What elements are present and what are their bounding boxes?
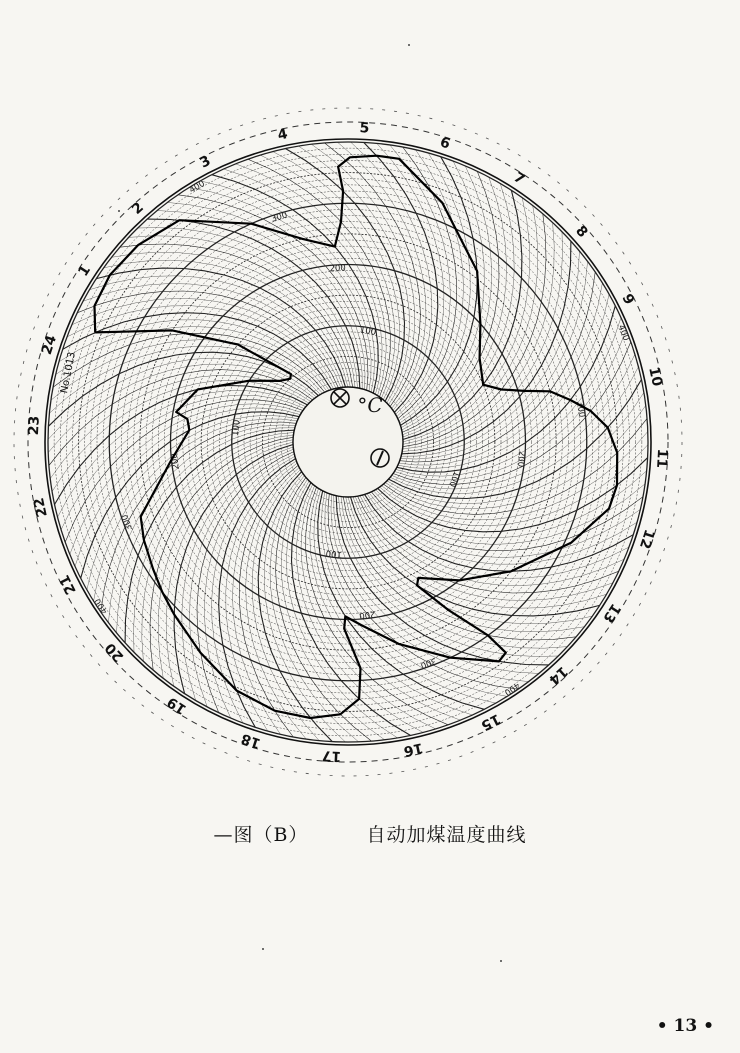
hour-label: 23 bbox=[25, 415, 43, 436]
radial-tick-label: 200 bbox=[329, 263, 347, 275]
grid-time-line bbox=[246, 468, 307, 740]
hour-label: 10 bbox=[645, 365, 665, 388]
chart-hub bbox=[293, 387, 403, 497]
hour-label: 7 bbox=[510, 169, 528, 189]
grid-time-line bbox=[400, 157, 477, 426]
radial-tick-label: 100 bbox=[325, 547, 343, 560]
hour-label: 9 bbox=[618, 291, 638, 308]
hour-label: 16 bbox=[402, 739, 425, 759]
grid-time-line bbox=[399, 283, 603, 468]
hour-label: 11 bbox=[653, 448, 671, 469]
hour-label: 4 bbox=[276, 126, 290, 144]
radial-tick-label: 400 bbox=[187, 178, 207, 196]
hour-label: 8 bbox=[572, 222, 591, 241]
hour-label: 17 bbox=[321, 747, 342, 765]
hour-label: 13 bbox=[599, 600, 624, 626]
grid-time-line bbox=[387, 393, 644, 504]
hour-label: 24 bbox=[38, 333, 61, 357]
radial-tick-label: 200 bbox=[169, 452, 182, 470]
grid-time-line bbox=[310, 488, 461, 720]
grid-time-line bbox=[396, 318, 621, 477]
hour-label: 20 bbox=[102, 639, 128, 665]
hour-label: 14 bbox=[545, 662, 571, 688]
grid-time-line bbox=[398, 294, 609, 468]
unit-label: °C bbox=[357, 393, 383, 417]
grid-time-line bbox=[325, 493, 507, 697]
grid-time-line bbox=[157, 211, 362, 389]
grid-time-line bbox=[299, 146, 410, 403]
grid-time-line bbox=[134, 433, 294, 653]
hour-label: 21 bbox=[56, 572, 80, 597]
grid-time-line bbox=[94, 419, 298, 601]
hour-label: 22 bbox=[31, 496, 51, 519]
hour-label: 6 bbox=[437, 134, 453, 153]
radial-tick-label: 400 bbox=[615, 323, 631, 343]
radial-tick-label: 200 bbox=[358, 608, 376, 621]
grid-time-line bbox=[224, 169, 383, 394]
grid-time-line bbox=[339, 496, 559, 656]
figure-title: 自动加煤温度曲线 bbox=[366, 824, 527, 846]
hour-label: 18 bbox=[239, 729, 263, 752]
grid-time-line bbox=[286, 149, 405, 402]
grid-time-line bbox=[219, 459, 296, 728]
hour-label: 3 bbox=[197, 152, 214, 172]
radial-tick-label: 400 bbox=[92, 596, 111, 616]
grid-time-line bbox=[402, 232, 562, 452]
grid-time-line bbox=[125, 430, 294, 643]
grid-time-line bbox=[70, 404, 302, 555]
page-number: • 13 • bbox=[656, 1016, 714, 1036]
grid-time-line bbox=[200, 181, 374, 392]
grid-time-line bbox=[77, 291, 338, 388]
radial-tick-label: 300 bbox=[119, 512, 135, 532]
radial-tick-label: 400 bbox=[502, 679, 522, 698]
grid-time-line bbox=[394, 330, 626, 481]
chart-number: No.1013 bbox=[58, 350, 79, 395]
grid-time-line bbox=[401, 251, 579, 456]
figure-label: —图（B） bbox=[213, 824, 309, 846]
radial-tick-label: 300 bbox=[418, 655, 438, 671]
hour-label: 2 bbox=[128, 199, 147, 218]
grid-time-line bbox=[402, 171, 499, 432]
grid-time-line bbox=[236, 164, 387, 396]
hour-label: 15 bbox=[478, 710, 503, 734]
radial-tick-label: 100 bbox=[359, 325, 377, 338]
grid-time-line bbox=[52, 380, 309, 491]
radial-tick-label: 100 bbox=[230, 419, 243, 437]
grid-time-line bbox=[138, 228, 358, 388]
grid-time-line bbox=[402, 241, 571, 453]
figure-caption bbox=[0, 820, 740, 847]
radial-tick-label: 100 bbox=[446, 469, 462, 489]
grid-time-line bbox=[286, 481, 397, 738]
radial-tick-label: 300 bbox=[574, 400, 587, 419]
hour-label: 19 bbox=[164, 693, 190, 718]
grid-time-line bbox=[390, 145, 451, 417]
grid-time-line bbox=[87, 415, 298, 589]
radial-tick-label: 300 bbox=[270, 210, 289, 225]
radial-tick-label: 200 bbox=[514, 450, 527, 468]
grid-time-line bbox=[314, 490, 473, 715]
grid-time-line bbox=[321, 492, 495, 703]
grid-time-line bbox=[365, 494, 634, 571]
hour-label: 12 bbox=[635, 527, 658, 551]
hour-label: 1 bbox=[75, 262, 95, 280]
hour-label: 5 bbox=[359, 120, 370, 137]
